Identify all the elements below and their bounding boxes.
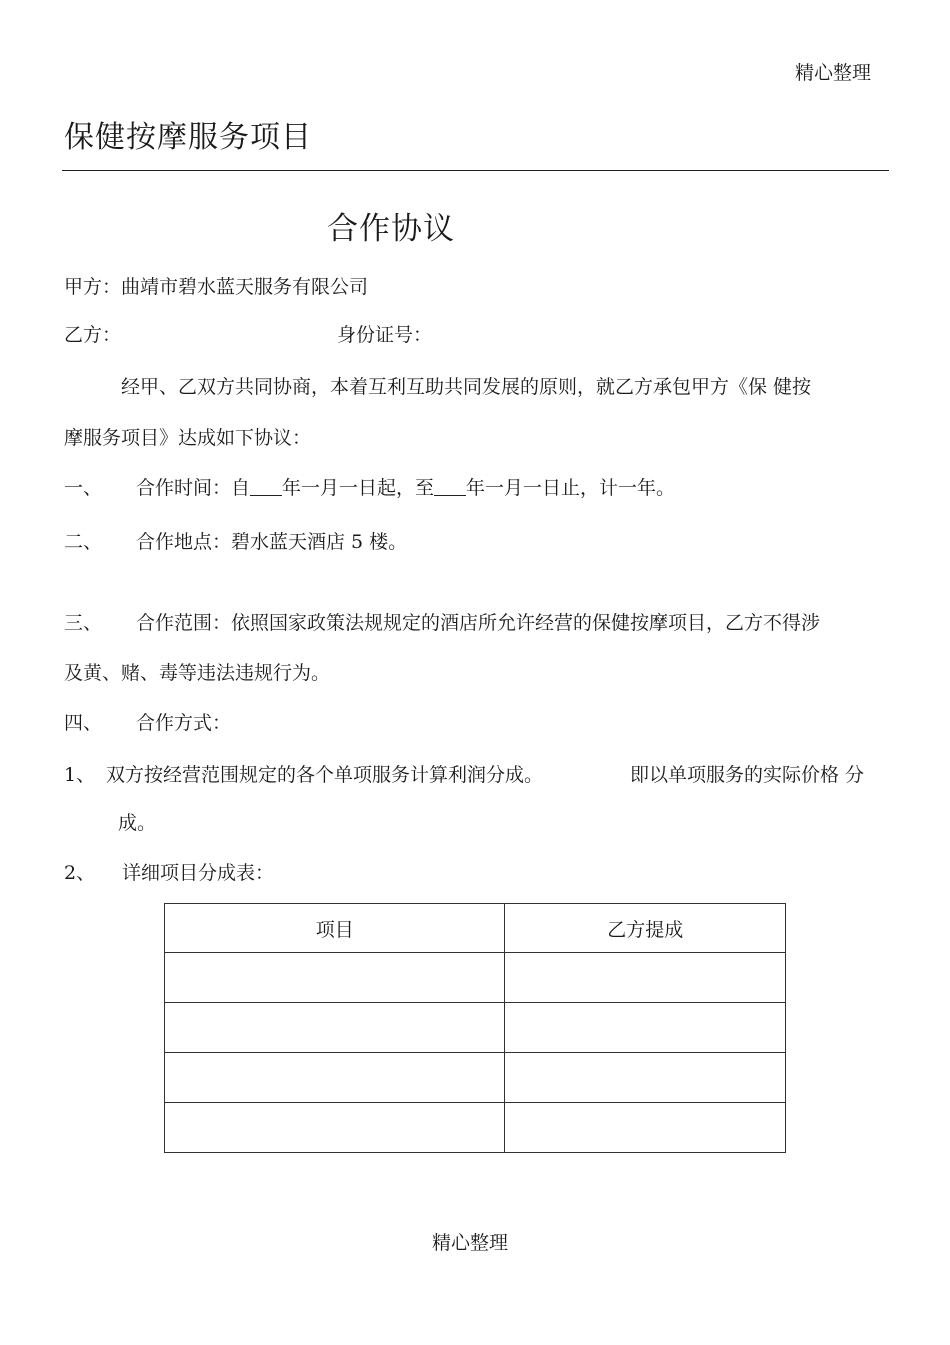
subclause-2-text: 详细项目分成表：	[122, 862, 275, 884]
party-b-label: 乙方：	[64, 324, 122, 346]
table-row	[165, 1003, 786, 1053]
table-header-row	[165, 904, 786, 953]
clause-1-text-b: 年一月一日起，至	[282, 477, 435, 499]
header-label: 精心整理	[795, 62, 872, 84]
subclause-1-line-1b: 即以单项服务的实际价格 分	[630, 764, 865, 786]
document-title: 保健按摩服务项目	[64, 120, 312, 155]
clause-4-text: 合作方式：	[136, 712, 232, 734]
clause-1-text-c: 年一月一日止，计一年。	[466, 477, 676, 499]
clause-2-number: 二、	[64, 531, 103, 553]
clause-1-number: 一、	[64, 477, 103, 499]
intro-line-2: 摩服务项目》达成如下协议：	[64, 427, 312, 449]
table-header-commission: 乙方提成	[505, 904, 786, 953]
table-cell	[165, 1003, 505, 1053]
table-cell	[165, 953, 505, 1003]
clause-4-number: 四、	[64, 712, 103, 734]
clause-3-number: 三、	[64, 612, 103, 634]
id-number-label: 身份证号：	[337, 324, 433, 346]
table-row	[165, 1053, 786, 1103]
footer-label: 精心整理	[432, 1232, 509, 1254]
intro-line-1: 经甲、乙双方共同协商，本着互利互助共同发展的原则，就乙方承包甲方《保 健按	[121, 376, 812, 398]
table-row	[165, 1103, 786, 1153]
clause-3-line-2: 及黄、赌、毒等违法违规行为。	[64, 662, 331, 684]
table-row	[165, 953, 786, 1003]
subclause-2-number: 2、	[64, 862, 96, 884]
party-a-line: 甲方：曲靖市碧水蓝天服务有限公司	[64, 276, 369, 298]
subclause-1-line-2: 成。	[118, 812, 157, 834]
table-cell	[505, 1053, 786, 1103]
title-divider	[62, 170, 889, 171]
table-header-item: 项目	[165, 904, 505, 953]
table-cell	[505, 1103, 786, 1153]
year-blank-start	[250, 477, 282, 496]
subclause-1-number: 1、	[64, 764, 96, 786]
clause-3-line-1: 合作范围：依照国家政策法规规定的酒店所允许经营的保健按摩项目，乙方不得涉	[136, 612, 821, 634]
table-cell	[165, 1053, 505, 1103]
clause-1-text	[136, 473, 675, 500]
clause-2-text: 合作地点：碧水蓝天酒店 5 楼。	[136, 531, 408, 553]
table-cell	[165, 1103, 505, 1153]
table-cell	[505, 953, 786, 1003]
agreement-title: 合作协议	[327, 211, 455, 247]
year-blank-end	[434, 477, 466, 496]
profit-share-table	[164, 903, 786, 1153]
table-cell	[505, 1003, 786, 1053]
clause-1-text-a: 合作时间：自	[136, 477, 251, 499]
subclause-1-line-1a: 双方按经营范围规定的各个单项服务计算利润分成。	[106, 764, 544, 786]
